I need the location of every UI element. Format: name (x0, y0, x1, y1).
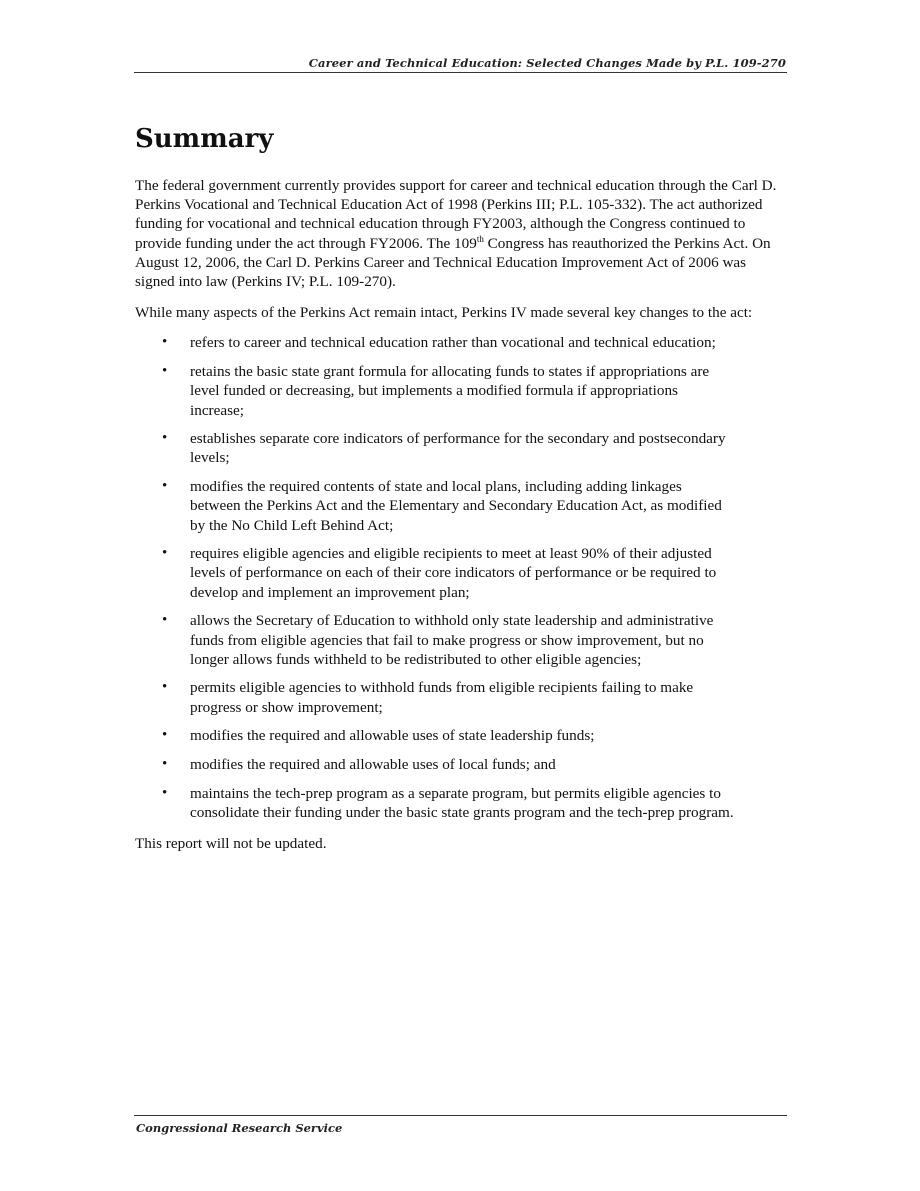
list-item-text: allows the Secretary of Education to withhold only state leadership and administrative funds from eligible agencies that fail to make progress or show improvement, but no longer allows funds withheld to be redistributed to other eligible agencies; (190, 612, 714, 668)
bullet-icon: • (162, 727, 168, 744)
list-item (135, 678, 787, 716)
list-item (135, 333, 787, 352)
list-item-text: establishes separate core indicators of performance for the secondary and postsecondary levels; (190, 430, 726, 467)
list-item-text: modifies the required and allowable uses of state leadership funds; (190, 727, 595, 745)
list-item-text: modifies the required contents of state and local plans, including adding linkages between the Perkins Act and the Elementary and Secondary Education Act, as modified by the No Child Left Behind Act; (190, 478, 722, 534)
bullet-icon: • (162, 478, 168, 495)
list-item-text: requires eligible agencies and eligible recipients to meet at least 90% of their adjusted levels of performance on each of their core indicators of performance or be required to develop and implement an improvement plan; (190, 545, 717, 601)
bullet-icon: • (162, 612, 168, 629)
footer-rule (134, 1115, 787, 1116)
closing-paragraph: This report will not be updated. (135, 835, 327, 853)
footer-label: Congressional Research Service (136, 1121, 343, 1135)
list-item (135, 477, 787, 535)
bullet-icon: • (162, 334, 168, 351)
running-header: Career and Technical Education: Selected Changes Made by P.L. 109-270 (308, 56, 786, 70)
list-item (135, 784, 787, 822)
list-item (135, 726, 787, 745)
list-item-text: modifies the required and allowable uses of local funds; and (190, 756, 556, 774)
list-item (135, 544, 787, 602)
ordinal-superscript: th (476, 233, 484, 244)
list-item-text: refers to career and technical education rather than vocational and technical education; (190, 334, 716, 352)
intro-text-part-1: The federal government currently provides support for career and technical education through the Carl D. Perkins Vocational and Technical Education Act of 1998 (Perkins III; P.L. 105-332). The act authorized funding for vocational and technical education through FY2003, although the Congress continued to provide funding under the act through FY2006. The 109 (135, 177, 777, 252)
intro-paragraph (135, 176, 787, 291)
bullet-icon: • (162, 784, 168, 801)
bullet-icon: • (162, 756, 168, 773)
list-item (135, 755, 787, 774)
intro-text-part-2: Congress has reauthorized the Perkins Act. On August 12, 2006, the Carl D. Perkins Career and Technical Education Improvement Act of 2006 was signed into law (Perkins IV; P.L. 109-270). (135, 234, 771, 291)
list-item-text: permits eligible agencies to withhold funds from eligible recipients failing to make progress or show improvement; (190, 679, 694, 716)
summary-body (135, 176, 787, 865)
bullet-icon: • (162, 430, 168, 447)
header-rule (134, 72, 787, 73)
list-item (135, 611, 787, 669)
list-item-text: retains the basic state grant formula for allocating funds to states if appropriations are level funded or decreasing, but implements a modified formula if appropriations increase; (190, 363, 710, 419)
list-item-text: maintains the tech-prep program as a separate program, but permits eligible agencies to consolidate their funding under the basic state grants program and the tech-prep program. (190, 784, 734, 821)
bullet-icon: • (162, 679, 168, 696)
changes-intro-paragraph: While many aspects of the Perkins Act remain intact, Perkins IV made several key changes to the act: (135, 304, 753, 322)
list-item (135, 362, 787, 420)
list-item (135, 429, 787, 467)
bullet-icon: • (162, 363, 168, 380)
key-changes-list (135, 333, 787, 822)
bullet-icon: • (162, 545, 168, 562)
section-title: Summary (135, 124, 274, 154)
